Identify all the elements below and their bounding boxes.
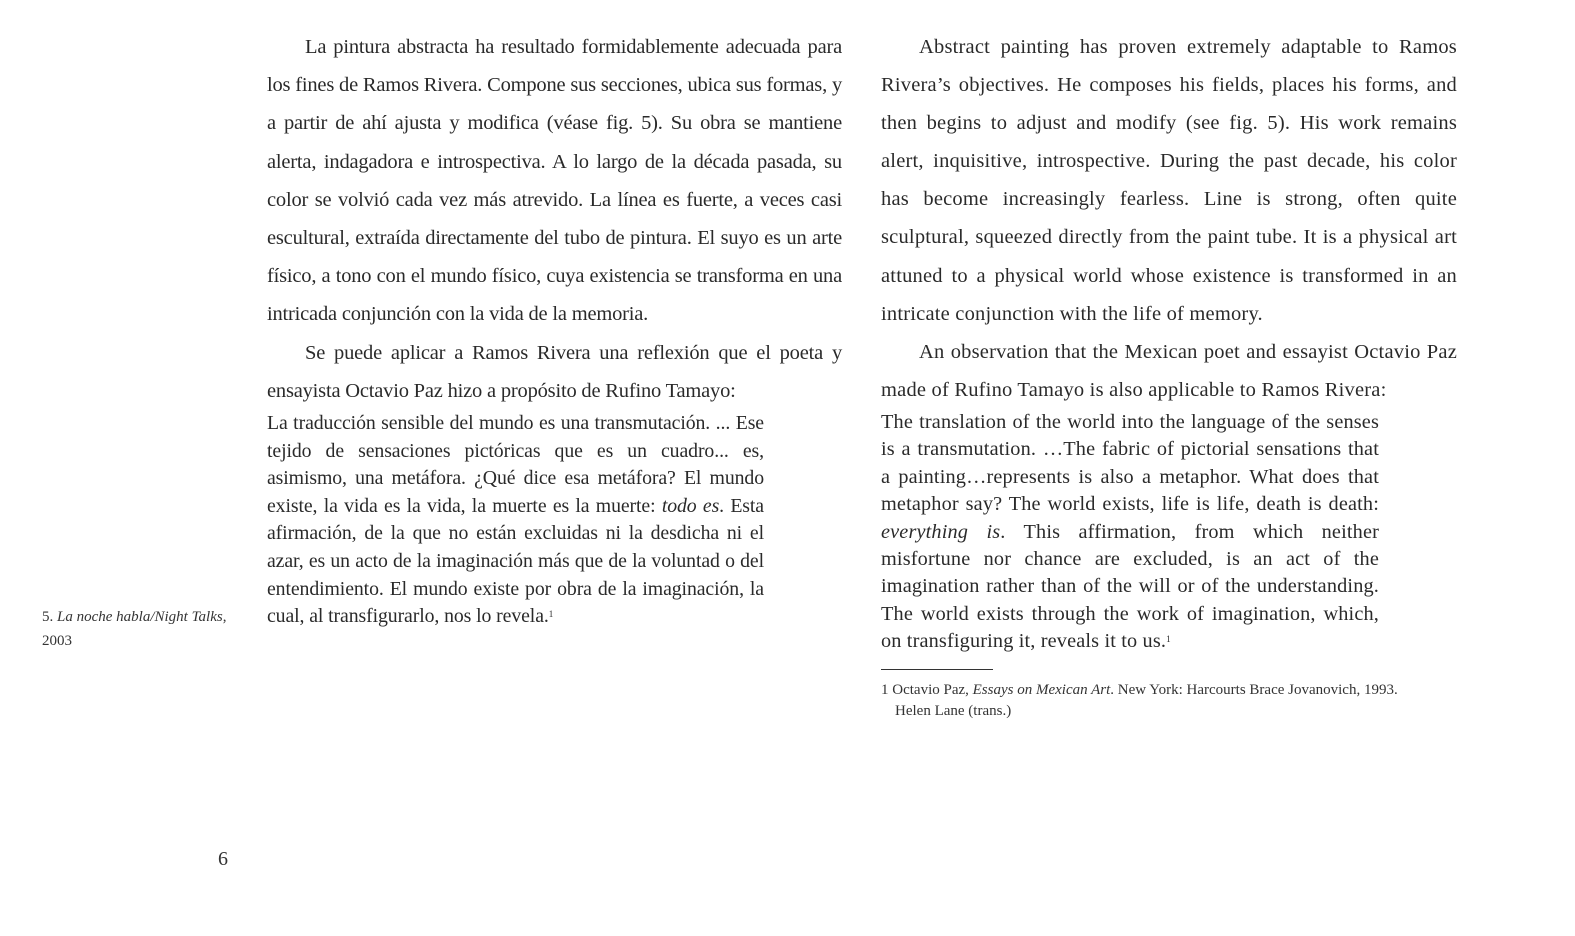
footnote [881,680,1481,723]
english-paragraph-2: An observation that the Mexican poet and essayist Octavio Paz made of Rufino Tamayo is also applicable to Ramos Rivera: [881,340,1457,401]
caption-number: 5. [42,609,57,625]
footnote-number: 1 [881,681,893,698]
spanish-quote-text-start: La traducción sensible del mundo es una transmutación. ... Ese tejido de sensaciones pictóricas que es un cuadro... es, asimismo, una metáfora. ¿Qué dice esa metáfora? El mundo existe, la vida es la vida, la muerte es la muerte: [267,412,764,517]
spanish-paragraph-1: La pintura abstracta ha resultado formidablemente adecuada para los fines de Ramos Rivera. Compone sus secciones, ubica sus formas, y a partir de ahí ajusta y modifica (véase fig. 5). Su obra se mantiene alerta, indagadora e introspectiva. A lo largo de la década pasada, su color se volvió cada vez más atrevido. La línea es fuerte, a veces casi escultural, extraída directamente del tubo de pintura. El suyo es un arte físico, a tono con el mundo físico, cuya existencia se transforma en una intricada conjunción con la vida de la memoria. [267,36,842,326]
footnote-translator: Helen Lane (trans.) [895,703,1012,720]
spanish-quote-text-end: . Esta afirmación, de la que no están excluidas ni la desdicha ni el azar, es un acto de la imaginación más que de la voluntad o del entendimiento. El mundo existe por obra de la imaginación, la cual, al transfigurarlo, nos lo revela. [267,494,764,628]
footnote-publisher: . New York: Harcourts Brace Jovanovich, 1993. [1110,681,1398,698]
english-quote-text-start: The translation of the world into the language of the senses is a transmutation. …The fabric of pictorial sensations that a painting…represents is also a metaphor. What does that metaphor say? The world exists, life is life, death is death: [881,410,1379,516]
english-footnote-marker: 1 [1166,634,1171,645]
english-quote-italic: everything is [881,520,1001,543]
footnote-author: Octavio Paz, [892,681,973,698]
spanish-footnote-marker: 1 [548,609,554,620]
spanish-paragraph-2: Se puede aplicar a Ramos Rivera una reflexión que el poeta y ensayista Octavio Paz hizo a propósito de Rufino Tamayo: [267,341,842,402]
caption-title: La noche habla/Night Talks [57,609,223,625]
english-paragraph-1: Abstract painting has proven extremely adaptable to Ramos Rivera’s objectives. He composes his fields, places his forms, and then begins to adjust and modify (see fig. 5). His work remains alert, inquisitive, introspective. During the past decade, his color has become increasingly fearless. Line is strong, often quite sculptural, squeezed directly from the paint tube. It is a physical art attuned to a physical world whose existence is transformed in an intricate conjunction with the life of memory. [881,36,1457,325]
figure-caption [42,606,232,653]
spanish-quote-italic: todo es [661,494,720,517]
page-number: 6 [218,848,228,870]
spanish-column [267,28,842,631]
caption-year: , 2003 [42,609,227,649]
footnote-book-title: Essays on Mexican Art [972,681,1111,698]
english-column [881,28,1457,723]
english-block-quote [881,409,1379,656]
spanish-block-quote [267,410,764,631]
english-quote-text-end: . This affirmation, from which neither misfortune nor chance are excluded, is an act of the imagination rather than of the will or of the understanding. The world exists through the work of imagination, which, on transfiguring it, reveals it to us. [881,520,1379,653]
footnote-divider [881,669,993,670]
